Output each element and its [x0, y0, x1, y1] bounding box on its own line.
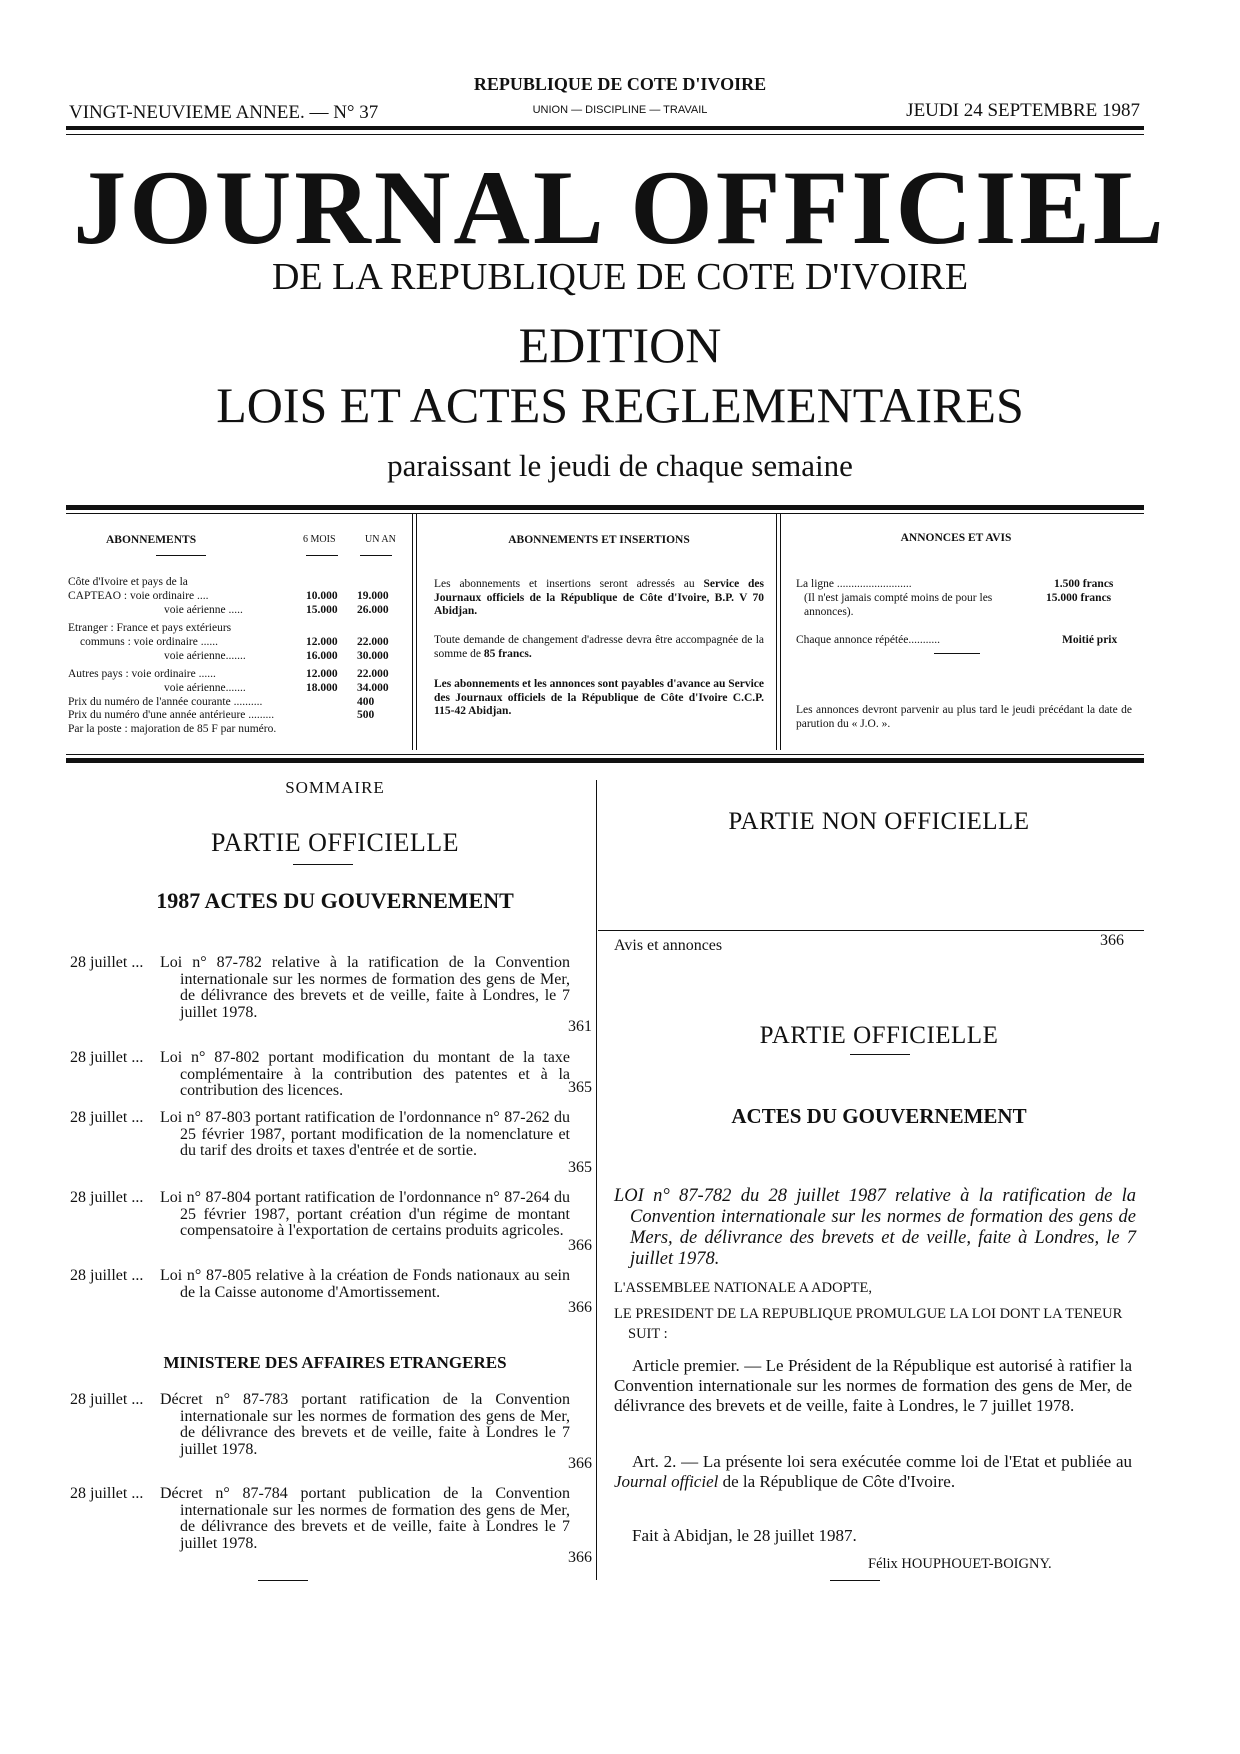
line-minimum-note: (Il n'est jamais compté moins de pour les annonces).: [804, 592, 993, 618]
price-current: Prix du numéro de l'année courante .......... 400: [68, 696, 375, 708]
box-rule-bottom-thin: [66, 754, 1144, 755]
divider: [156, 555, 206, 556]
deadline-note: Les annonces devront parvenir au plus tard le jeudi précédant la date de parution du « J.O. ».: [796, 704, 1132, 730]
subscription-row: voie aérienne....... 18.000 34.000: [164, 682, 389, 694]
divider: [293, 864, 353, 865]
line-minimum: 15.000 francs: [1046, 592, 1112, 604]
subscription-row: Côte d'Ivoire et pays de la: [68, 576, 188, 588]
edition-label: EDITION: [518, 317, 722, 373]
box-divider: [780, 514, 781, 750]
col-6-months: 6 MOIS: [303, 534, 336, 545]
divider: [850, 1054, 910, 1055]
col-one-year: UN AN: [365, 534, 396, 545]
sommaire-section-gouvernement: 1987 ACTES DU GOUVERNEMENT: [156, 888, 514, 913]
issue-number: VINGT-NEUVIEME ANNEE. — N° 37: [69, 102, 379, 123]
subscriptions-column: [68, 520, 408, 748]
subscriptions-heading: ABONNEMENTS: [106, 534, 197, 546]
partie-officielle-heading: PARTIE OFFICIELLE: [759, 1022, 999, 1049]
avis-annonces-link[interactable]: Avis et annonces: [614, 937, 723, 954]
divider: [934, 653, 980, 654]
subscription-row: voie aérienne ..... 15.000 26.000: [164, 604, 389, 616]
law-title: LOI n° 87-782 du 28 juillet 1987 relative à la ratification de la Convention internationale sur les normes de formation des gens de Mers, de délivrance des brevets et de veille, faite à Londres, le 7 juillet 1978.: [614, 1186, 1136, 1269]
motto: UNION — DISCIPLINE — TRAVAIL: [532, 104, 708, 116]
line-price: 1.500 francs: [1054, 578, 1114, 590]
insertions-column: [434, 520, 764, 748]
signature: Félix HOUPHOUET-BOIGNY.: [868, 1556, 1052, 1572]
box-divider: [412, 514, 413, 750]
price-previous: Prix du numéro d'une année antérieure ......... 500: [68, 709, 375, 721]
annonces-column: [796, 520, 1136, 748]
payment-note: Les abonnements et les annonces sont payables d'avance au Service des Journaux officiels de la République de Côte d'Ivoire C.C.P. 115-42 Abidjan.: [434, 678, 764, 717]
subscription-row: CAPTEAO : voie ordinaire .... 10.000 19.000: [68, 590, 389, 602]
top-rule-thin: [66, 134, 1144, 135]
sommaire-heading: SOMMAIRE: [285, 778, 385, 797]
top-rule-thick: [66, 126, 1144, 130]
repeat-label: Chaque annonce répétée...........: [796, 634, 941, 646]
republic-name: REPUBLIQUE DE COTE D'IVOIRE: [473, 74, 767, 94]
box-divider: [776, 514, 777, 750]
article-2: Art. 2. — La présente loi sera exécutée comme loi de l'Etat et publiée au Journal officiel de la République de Côte d'Ivoire.: [614, 1452, 1132, 1491]
publication-frequency: paraissant le jeudi de chaque semaine: [387, 448, 853, 483]
box-divider: [416, 514, 417, 750]
address-change-note: Toute demande de changement d'adresse devra être accompagnée de la somme de 85 francs.: [434, 634, 764, 660]
subscription-row: Autres pays : voie ordinaire ...... 12.000 22.000: [68, 668, 389, 680]
assembly-adopted: L'ASSEMBLEE NATIONALE A ADOPTE,: [614, 1280, 872, 1296]
column-divider: [596, 780, 597, 1580]
subscription-row: Etranger : France et pays extérieurs: [68, 622, 232, 634]
divider: [598, 930, 1144, 931]
box-rule-top-thin: [66, 513, 1144, 514]
divider: [306, 555, 338, 556]
subscription-row: voie aérienne....... 16.000 30.000: [164, 650, 389, 662]
divider: [830, 1580, 880, 1581]
actes-gouvernement-heading: ACTES DU GOUVERNEMENT: [731, 1104, 1027, 1128]
insertions-heading: ABONNEMENTS ET INSERTIONS: [508, 534, 690, 546]
sommaire-section-affaires-etrangeres: MINISTERE DES AFFAIRES ETRANGERES: [163, 1353, 507, 1372]
article-1: Article premier. — Le Président de la République est autorisé à ratifier la Convention internationale sur les normes de formation des gens de Mer, de délivrance des brevets et de veille, faite à Londres, le 7 juillet 1978.: [614, 1356, 1132, 1415]
divider: [360, 555, 392, 556]
partie-non-officielle-heading: PARTIE NON OFFICIELLE: [728, 808, 1030, 835]
journal-subtitle: DE LA REPUBLIQUE DE COTE D'IVOIRE: [271, 256, 969, 298]
postal-surcharge: Par la poste : majoration de 85 F par numéro.: [68, 723, 277, 735]
box-rule-bottom: [66, 758, 1144, 763]
annonces-heading: ANNONCES ET AVIS: [900, 532, 1012, 544]
subscription-row: communs : voie ordinaire ...... 12.000 22.000: [80, 636, 389, 648]
journal-title: JOURNAL OFFICIEL: [73, 149, 1167, 266]
place-date: Fait à Abidjan, le 28 juillet 1987.: [632, 1526, 857, 1545]
insertions-address: Les abonnements et insertions seront adressés au Service des Journaux officiels de la République de Côte d'Ivoire, B.P. V 70 Abidjan.: [434, 578, 765, 617]
box-rule-top: [66, 505, 1144, 510]
issue-date: JEUDI 24 SEPTEMBRE 1987: [906, 100, 1140, 121]
line-price-label: La ligne ..........................: [796, 578, 912, 590]
avis-annonces-page: 366: [1100, 932, 1124, 949]
divider: [258, 1580, 308, 1581]
edition-name: LOIS ET ACTES REGLEMENTAIRES: [216, 377, 1024, 433]
sommaire-partie-officielle: PARTIE OFFICIELLE: [211, 828, 459, 857]
repeat-price: Moitié prix: [1062, 634, 1118, 646]
president-promulgates: LE PRESIDENT DE LA REPUBLIQUE PROMULGUE LA LOI DONT LA TENEUR SUIT :: [614, 1306, 1123, 1342]
